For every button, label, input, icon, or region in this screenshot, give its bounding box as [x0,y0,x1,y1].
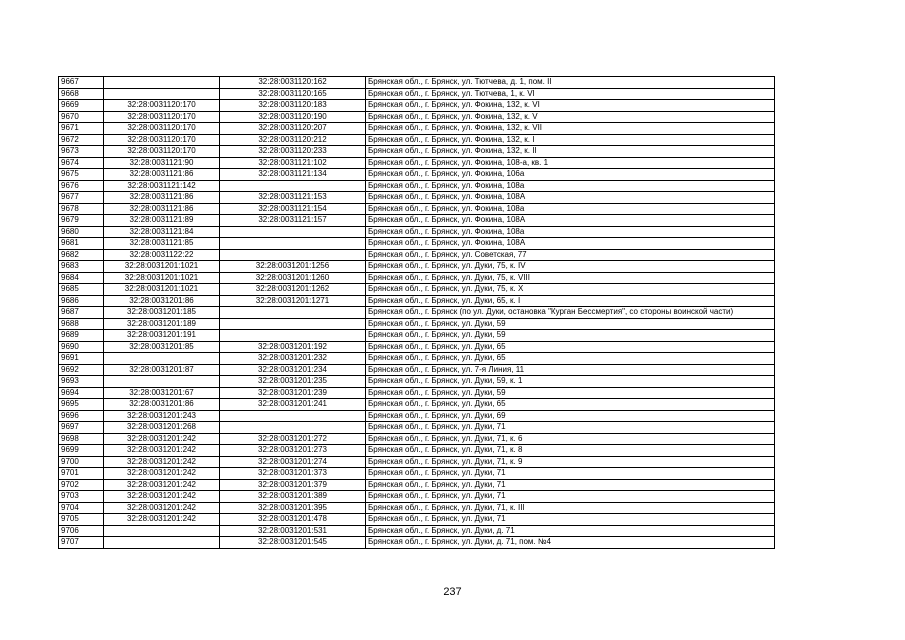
address-cell: Брянская обл., г. Брянск, ул. Дуки, д. 71, пом. №4 [366,537,775,549]
table-row [59,100,775,112]
address-cell: Брянская обл., г. Брянск, ул. Дуки, 59 [366,330,775,342]
parcel-cadastral-cell: 32:28:0031201:85 [104,341,220,353]
object-cadastral-cell: 32:28:0031201:272 [220,433,366,445]
object-cadastral-cell [220,330,366,342]
address-cell: Брянская обл., г. Брянск, ул. Дуки, 75, к. VIII [366,272,775,284]
table-row [59,410,775,422]
table-row [59,123,775,135]
address-cell: Брянская обл., г. Брянск (по ул. Дуки, остановка "Курган Бессмертия", со стороны воинской части) [366,307,775,319]
row-number-cell: 9707 [59,537,104,549]
page-number: 237 [443,586,462,598]
object-cadastral-cell [220,249,366,261]
object-cadastral-cell: 32:28:0031201:239 [220,387,366,399]
object-cadastral-cell: 32:28:0031120:165 [220,88,366,100]
parcel-cadastral-cell: 32:28:0031201:242 [104,502,220,514]
parcel-cadastral-cell: 32:28:0031201:185 [104,307,220,319]
object-cadastral-cell: 32:28:0031120:233 [220,146,366,158]
parcel-cadastral-cell [104,525,220,537]
address-cell: Брянская обл., г. Брянск, ул. Дуки, 71 [366,422,775,434]
table-row [59,272,775,284]
object-cadastral-cell: 32:28:0031201:373 [220,468,366,480]
table-row [59,226,775,238]
parcel-cadastral-cell: 32:28:0031201:67 [104,387,220,399]
address-cell: Брянская обл., г. Брянск, ул. Фокина, 108А [366,215,775,227]
address-cell: Брянская обл., г. Брянск, ул. Фокина, 132, к. VI [366,100,775,112]
row-number-cell: 9698 [59,433,104,445]
object-cadastral-cell [220,410,366,422]
row-number-cell: 9676 [59,180,104,192]
address-cell: Брянская обл., г. Брянск, ул. Фокина, 132, к. I [366,134,775,146]
row-number-cell: 9696 [59,410,104,422]
object-cadastral-cell [220,307,366,319]
row-number-cell: 9679 [59,215,104,227]
object-cadastral-cell [220,226,366,238]
address-cell: Брянская обл., г. Брянск, ул. Фокина, 108а [366,226,775,238]
parcel-cadastral-cell: 32:28:0031201:243 [104,410,220,422]
row-number-cell: 9667 [59,77,104,89]
parcel-cadastral-cell: 32:28:0031121:90 [104,157,220,169]
object-cadastral-cell: 32:28:0031201:274 [220,456,366,468]
row-number-cell: 9695 [59,399,104,411]
object-cadastral-cell: 32:28:0031201:395 [220,502,366,514]
object-cadastral-cell: 32:28:0031121:154 [220,203,366,215]
address-cell: Брянская обл., г. Брянск, ул. Фокина, 132, к. V [366,111,775,123]
object-cadastral-cell [220,180,366,192]
parcel-cadastral-cell: 32:28:0031121:89 [104,215,220,227]
object-cadastral-cell: 32:28:0031201:241 [220,399,366,411]
row-number-cell: 9688 [59,318,104,330]
row-number-cell: 9700 [59,456,104,468]
object-cadastral-cell: 32:28:0031201:234 [220,364,366,376]
table-row [59,468,775,480]
address-cell: Брянская обл., г. Брянск, ул. Фокина, 108А [366,238,775,250]
row-number-cell: 9685 [59,284,104,296]
table-row [59,387,775,399]
table-row [59,192,775,204]
address-cell: Брянская обл., г. Брянск, ул. Фокина, 132, к. VII [366,123,775,135]
row-number-cell: 9687 [59,307,104,319]
object-cadastral-cell: 32:28:0031201:478 [220,514,366,526]
row-number-cell: 9701 [59,468,104,480]
object-cadastral-cell: 32:28:0031201:235 [220,376,366,388]
object-cadastral-cell: 32:28:0031201:389 [220,491,366,503]
address-cell: Брянская обл., г. Брянск, ул. Дуки, 75, к. X [366,284,775,296]
address-cell: Брянская обл., г. Брянск, ул. Дуки, 59 [366,318,775,330]
object-cadastral-cell: 32:28:0031201:232 [220,353,366,365]
table-row [59,399,775,411]
object-cadastral-cell: 32:28:0031120:183 [220,100,366,112]
table-row [59,146,775,158]
object-cadastral-cell [220,318,366,330]
object-cadastral-cell: 32:28:0031201:545 [220,537,366,549]
row-number-cell: 9692 [59,364,104,376]
property-table [58,76,775,549]
object-cadastral-cell: 32:28:0031201:1262 [220,284,366,296]
table-row [59,215,775,227]
table-row [59,157,775,169]
parcel-cadastral-cell: 32:28:0031201:242 [104,491,220,503]
row-number-cell: 9706 [59,525,104,537]
table-row [59,502,775,514]
address-cell: Брянская обл., г. Брянск, ул. Дуки, 65 [366,341,775,353]
address-cell: Брянская обл., г. Брянск, ул. Фокина, 132, к. II [366,146,775,158]
table-row [59,284,775,296]
table-row [59,330,775,342]
table-row [59,376,775,388]
row-number-cell: 9703 [59,491,104,503]
address-cell: Брянская обл., г. Брянск, ул. Дуки, 71 [366,468,775,480]
address-cell: Брянская обл., г. Брянск, ул. Дуки, 65, к. I [366,295,775,307]
row-number-cell: 9693 [59,376,104,388]
table-row [59,318,775,330]
parcel-cadastral-cell: 32:28:0031121:85 [104,238,220,250]
parcel-cadastral-cell: 32:28:0031201:242 [104,479,220,491]
table-row [59,537,775,549]
table-row [59,238,775,250]
table-row [59,525,775,537]
address-cell: Брянская обл., г. Брянск, ул. Дуки, д. 71 [366,525,775,537]
row-number-cell: 9671 [59,123,104,135]
row-number-cell: 9683 [59,261,104,273]
row-number-cell: 9682 [59,249,104,261]
parcel-cadastral-cell: 32:28:0031201:86 [104,399,220,411]
table-row [59,261,775,273]
table-row [59,249,775,261]
address-cell: Брянская обл., г. Брянск, ул. Тютчева, д. 1, пом. II [366,77,775,89]
address-cell: Брянская обл., г. Брянск, ул. Дуки, 71, к. 9 [366,456,775,468]
object-cadastral-cell: 32:28:0031201:531 [220,525,366,537]
parcel-cadastral-cell: 32:28:0031201:242 [104,468,220,480]
row-number-cell: 9690 [59,341,104,353]
table-row [59,479,775,491]
address-cell: Брянская обл., г. Брянск, ул. Дуки, 75, к. IV [366,261,775,273]
table-row [59,353,775,365]
address-cell: Брянская обл., г. Брянск, ул. Дуки, 71, к. III [366,502,775,514]
parcel-cadastral-cell: 32:28:0031120:170 [104,134,220,146]
address-cell: Брянская обл., г. Брянск, ул. Дуки, 71 [366,514,775,526]
table-body [59,77,775,549]
parcel-cadastral-cell: 32:28:0031201:1021 [104,272,220,284]
address-cell: Брянская обл., г. Брянск, ул. Тютчева, 1, к. VI [366,88,775,100]
parcel-cadastral-cell: 32:28:0031120:170 [104,100,220,112]
table-row [59,169,775,181]
address-cell: Брянская обл., г. Брянск, ул. Дуки, 71, к. 8 [366,445,775,457]
row-number-cell: 9672 [59,134,104,146]
table-row [59,491,775,503]
parcel-cadastral-cell: 32:28:0031201:242 [104,514,220,526]
address-cell: Брянская обл., г. Брянск, ул. Дуки, 59, к. 1 [366,376,775,388]
parcel-cadastral-cell: 32:28:0031201:189 [104,318,220,330]
address-cell: Брянская обл., г. Брянск, ул. Фокина, 108-а, кв. 1 [366,157,775,169]
address-cell: Брянская обл., г. Брянск, ул. Дуки, 71 [366,491,775,503]
table-row [59,134,775,146]
parcel-cadastral-cell: 32:28:0031121:86 [104,203,220,215]
table-row [59,422,775,434]
row-number-cell: 9686 [59,295,104,307]
address-cell: Брянская обл., г. Брянск, ул. Дуки, 65 [366,399,775,411]
parcel-cadastral-cell [104,77,220,89]
parcel-cadastral-cell: 32:28:0031201:191 [104,330,220,342]
table-row [59,445,775,457]
row-number-cell: 9673 [59,146,104,158]
table-row [59,364,775,376]
parcel-cadastral-cell: 32:28:0031201:242 [104,445,220,457]
parcel-cadastral-cell: 32:28:0031201:86 [104,295,220,307]
address-cell: Брянская обл., г. Брянск, ул. Дуки, 71 [366,479,775,491]
table-row [59,433,775,445]
address-cell: Брянская обл., г. Брянск, ул. Советская, 77 [366,249,775,261]
address-cell: Брянская обл., г. Брянск, ул. Дуки, 65 [366,353,775,365]
object-cadastral-cell: 32:28:0031201:1256 [220,261,366,273]
address-cell: Брянская обл., г. Брянск, ул. 7-я Линия, 11 [366,364,775,376]
row-number-cell: 9680 [59,226,104,238]
row-number-cell: 9702 [59,479,104,491]
table-row [59,295,775,307]
row-number-cell: 9704 [59,502,104,514]
object-cadastral-cell: 32:28:0031121:157 [220,215,366,227]
row-number-cell: 9684 [59,272,104,284]
row-number-cell: 9674 [59,157,104,169]
object-cadastral-cell: 32:28:0031120:162 [220,77,366,89]
address-cell: Брянская обл., г. Брянск, ул. Фокина, 108а [366,180,775,192]
object-cadastral-cell [220,238,366,250]
parcel-cadastral-cell: 32:28:0031120:170 [104,123,220,135]
row-number-cell: 9681 [59,238,104,250]
object-cadastral-cell: 32:28:0031120:207 [220,123,366,135]
parcel-cadastral-cell [104,88,220,100]
table-row [59,307,775,319]
row-number-cell: 9697 [59,422,104,434]
row-number-cell: 9689 [59,330,104,342]
table-row [59,456,775,468]
parcel-cadastral-cell [104,537,220,549]
address-cell: Брянская обл., г. Брянск, ул. Фокина, 108а [366,203,775,215]
table-row [59,111,775,123]
parcel-cadastral-cell: 32:28:0031201:268 [104,422,220,434]
parcel-cadastral-cell [104,376,220,388]
parcel-cadastral-cell: 32:28:0031121:84 [104,226,220,238]
row-number-cell: 9699 [59,445,104,457]
parcel-cadastral-cell: 32:28:0031122:22 [104,249,220,261]
row-number-cell: 9691 [59,353,104,365]
object-cadastral-cell: 32:28:0031120:190 [220,111,366,123]
row-number-cell: 9677 [59,192,104,204]
parcel-cadastral-cell: 32:28:0031120:170 [104,146,220,158]
row-number-cell: 9670 [59,111,104,123]
table-row [59,88,775,100]
table-row [59,203,775,215]
row-number-cell: 9694 [59,387,104,399]
object-cadastral-cell: 32:28:0031121:153 [220,192,366,204]
parcel-cadastral-cell: 32:28:0031201:87 [104,364,220,376]
table-row [59,341,775,353]
object-cadastral-cell: 32:28:0031201:1260 [220,272,366,284]
parcel-cadastral-cell: 32:28:0031201:242 [104,456,220,468]
table-row [59,77,775,89]
object-cadastral-cell: 32:28:0031120:212 [220,134,366,146]
object-cadastral-cell: 32:28:0031201:273 [220,445,366,457]
address-cell: Брянская обл., г. Брянск, ул. Фокина, 106а [366,169,775,181]
object-cadastral-cell [220,422,366,434]
object-cadastral-cell: 32:28:0031201:379 [220,479,366,491]
address-cell: Брянская обл., г. Брянск, ул. Фокина, 108А [366,192,775,204]
address-cell: Брянская обл., г. Брянск, ул. Дуки, 69 [366,410,775,422]
address-cell: Брянская обл., г. Брянск, ул. Дуки, 71, к. 6 [366,433,775,445]
parcel-cadastral-cell: 32:28:0031120:170 [104,111,220,123]
row-number-cell: 9668 [59,88,104,100]
object-cadastral-cell: 32:28:0031201:192 [220,341,366,353]
row-number-cell: 9669 [59,100,104,112]
parcel-cadastral-cell: 32:28:0031121:142 [104,180,220,192]
parcel-cadastral-cell: 32:28:0031121:86 [104,169,220,181]
object-cadastral-cell: 32:28:0031121:102 [220,157,366,169]
parcel-cadastral-cell: 32:28:0031201:1021 [104,284,220,296]
object-cadastral-cell: 32:28:0031121:134 [220,169,366,181]
table-row [59,514,775,526]
address-cell: Брянская обл., г. Брянск, ул. Дуки, 59 [366,387,775,399]
table-row [59,180,775,192]
parcel-cadastral-cell: 32:28:0031121:86 [104,192,220,204]
row-number-cell: 9675 [59,169,104,181]
row-number-cell: 9705 [59,514,104,526]
parcel-cadastral-cell: 32:28:0031201:242 [104,433,220,445]
parcel-cadastral-cell [104,353,220,365]
row-number-cell: 9678 [59,203,104,215]
object-cadastral-cell: 32:28:0031201:1271 [220,295,366,307]
parcel-cadastral-cell: 32:28:0031201:1021 [104,261,220,273]
